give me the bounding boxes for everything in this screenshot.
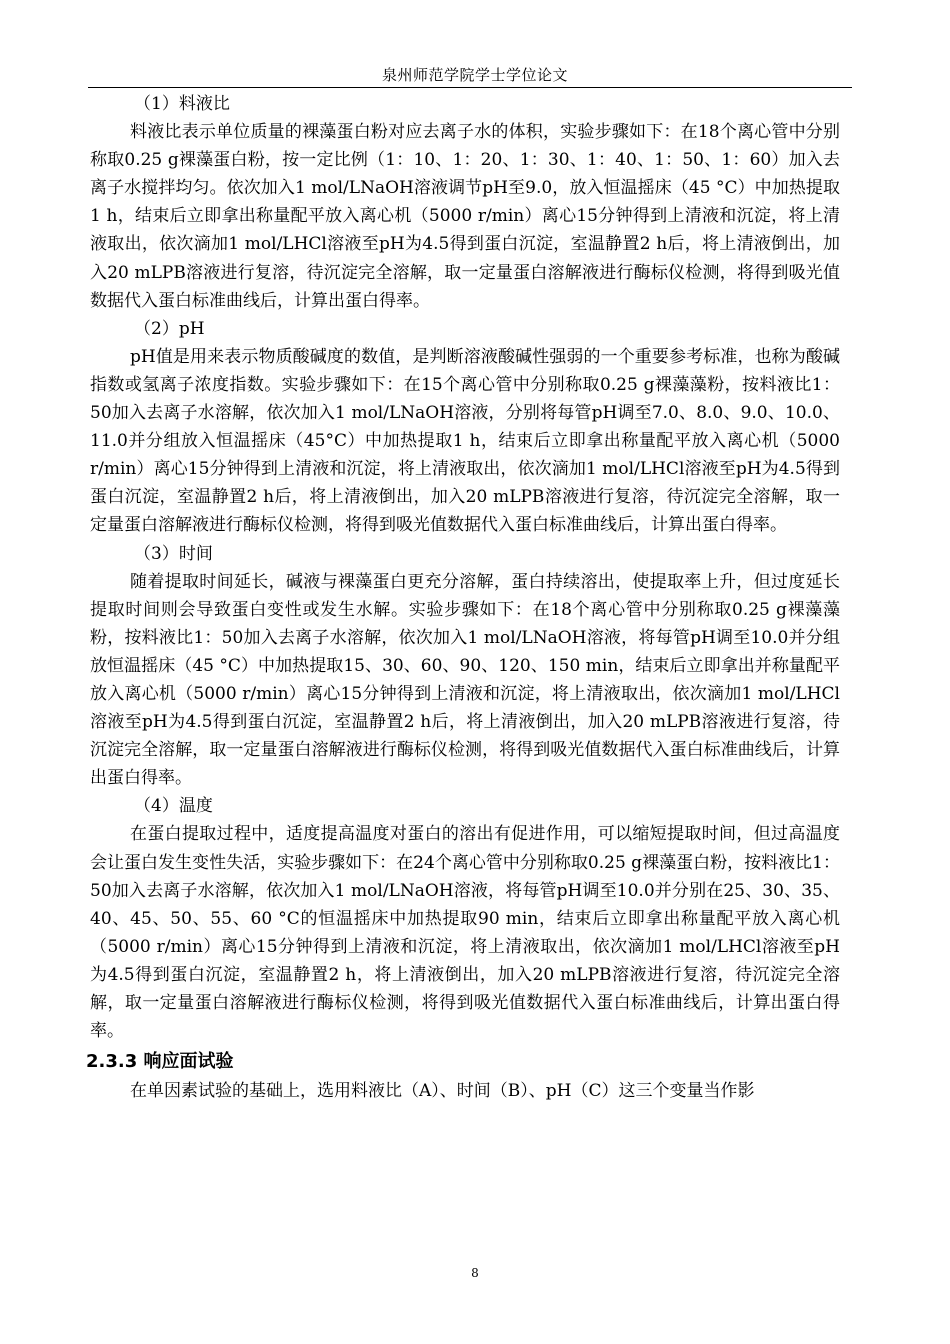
page-body xyxy=(86,90,840,1105)
paragraph-time: 随着提取时间延长，碱液与裸藻蛋白更充分溶解，蛋白持续溶出，使提取率上升，但过度延长提取时间则会导致蛋白变性或发生水解。实验步骤如下：在18个离心管中分别称取0.25 g裸藻藻粉，按料液比1：50加入去离子水溶解，依次加入1 mol/LNaOH溶液，将每管pH调至10.0并分组放恒温摇床（45 °C）中加热提取15、30、60、90、120、150 min，结束后立即拿出并称量配平放入离心机（5000 r/min）离心15分钟得到上清液和沉淀，将上清液取出，依次滴加1 mol/LHCl溶液至pH为4.5得到蛋白沉淀，室温静置2 h后，将上清液倒出，加入20 mLPB溶液进行复溶，待沉淀完全溶解，取一定量蛋白溶解液进行酶标仪检测，将得到吸光值数据代入蛋白标准曲线后，计算出蛋白得率。 xyxy=(90,571,840,789)
paragraph-response-surface: 在单因素试验的基础上，选用料液比（A）、时间（B）、pH（C）这三个变量当作影 xyxy=(130,1081,755,1102)
section-heading-response-surface: 2.3.3 响应面试验 xyxy=(86,1051,234,1073)
subsection-heading-ratio: （1）料液比 xyxy=(134,94,230,114)
subsection-heading-ph: （2）pH xyxy=(134,318,205,339)
subsection-heading-time: （3）时间 xyxy=(134,543,213,564)
paragraph-ph: pH值是用来表示物质酸碱度的数值，是判断溶液酸碱性强弱的一个重要参考标准，也称为酸碱指数或氢离子浓度指数。实验步骤如下：在15个离心管中分别称取0.25 g裸藻藻粉，按料液比1：50加入去离子水溶解，依次加入1 mol/LNaOH溶液，分别将每管pH调至7.0、8.0、9.0、10.0、11.0并分组放入恒温摇床（45°C）中加热提取1 h，结束后立即拿出称量配平放入离心机（5000 r/min）离心15分钟得到上清液和沉淀，将上清液取出，依次滴加1 mol/LHCl溶液至pH为4.5得到蛋白沉淀，室温静置2 h后，将上清液倒出，加入20 mLPB溶液进行复溶，待沉淀完全溶解，取一定量蛋白溶解液进行酶标仪检测，将得到吸光值数据代入蛋白标准曲线后，计算出蛋白得率。 xyxy=(90,346,840,536)
page-number: 8 xyxy=(471,1266,479,1280)
paragraph-ratio: 料液比表示单位质量的裸藻蛋白粉对应去离子水的体积，实验步骤如下：在18个离心管中分别称取0.25 g裸藻蛋白粉，按一定比例（1：10、1：20、1：30、1：40、1：50、1：60）加入去离子水搅拌均匀。依次加入1 mol/LNaOH溶液调节pH至9.0，放入恒温摇床（45 °C）中加热提取1 h，结束后立即拿出称量配平放入离心机（5000 r/min）离心15分钟得到上清液和沉淀，将上清液取出，依次滴加1 mol/LHCl溶液至pH为4.5得到蛋白沉淀，室温静置2 h后，将上清液倒出，加入20 mLPB溶液进行复溶，待沉淀完全溶解，取一定量蛋白溶解液进行酶标仪检测，将得到吸光值数据代入蛋白标准曲线后，计算出蛋白得率。 xyxy=(90,122,840,311)
header-divider xyxy=(88,87,852,88)
running-header: 泉州师范学院学士学位论文 xyxy=(381,66,568,84)
subsection-heading-temperature: （4）温度 xyxy=(134,796,213,817)
paragraph-temperature: 在蛋白提取过程中，适度提高温度对蛋白的溶出有促进作用，可以缩短提取时间，但过高温度会让蛋白发生变性失活，实验步骤如下：在24个离心管中分别称取0.25 g裸藻蛋白粉，按料液比1：50加入去离子水溶解，依次加入1 mol/LNaOH溶液，将每管pH调至10.0并分别在25、30、35、40、45、50、55、60 °C的恒温摇床中加热提取90 min，结束后立即拿出称量配平放入离心机（5000 r/min）离心15分钟得到上清液和沉淀，将上清液取出，依次滴加1 mol/LHCl溶液至pH为4.5得到蛋白沉淀，室温静置2 h，将上清液倒出，加入20 mLPB溶液进行复溶，待沉淀完全溶解，取一定量蛋白溶解液进行酶标仪检测，将得到吸光值数据代入蛋白标准曲线后，计算出蛋白得率。 xyxy=(90,824,840,1042)
